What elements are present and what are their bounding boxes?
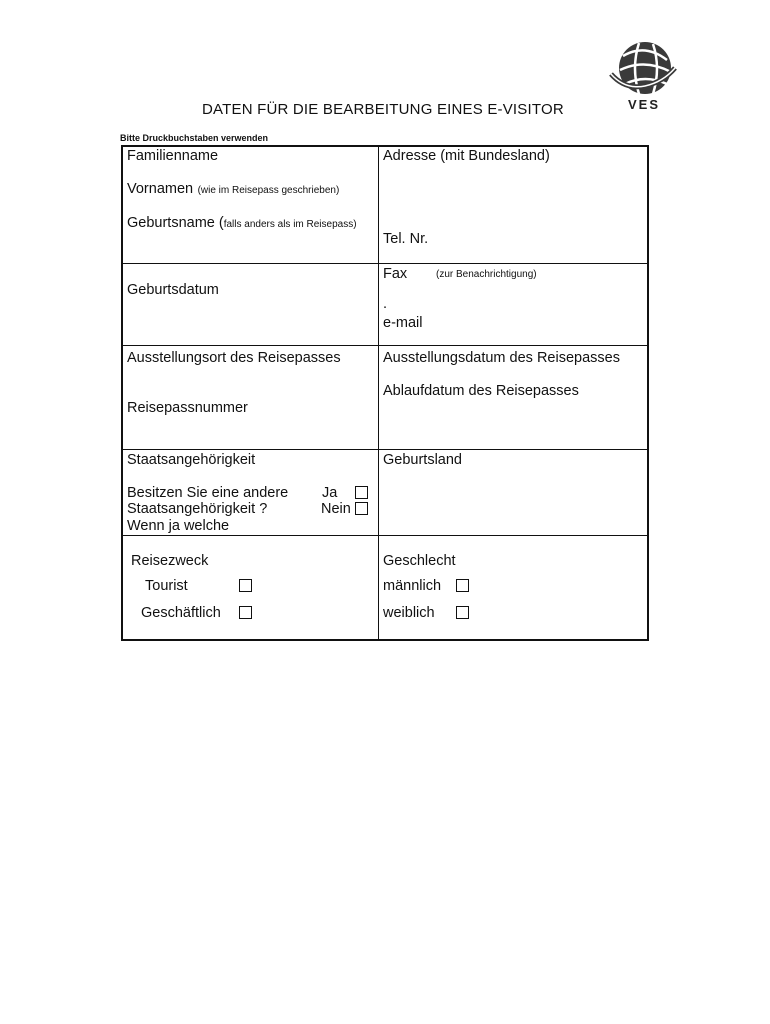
row-divider bbox=[121, 535, 649, 536]
weiblich-checkbox[interactable] bbox=[456, 606, 469, 619]
tel-label: Tel. Nr. bbox=[383, 231, 429, 247]
staatsangehoerigkeit-label: Staatsangehörigkeit bbox=[127, 452, 256, 468]
reisepassnummer-label: Reisepassnummer bbox=[127, 400, 248, 416]
adresse-label: Adresse (mit Bundesland) bbox=[383, 148, 550, 164]
geburtsname-label: Geburtsname ( bbox=[127, 215, 224, 231]
ja-checkbox[interactable] bbox=[355, 486, 368, 499]
fax-note: (zur Benachrichtigung) bbox=[436, 269, 537, 280]
geburtsname-note: falls anders als im Reisepass) bbox=[223, 219, 357, 230]
besitzen-question-line3: Wenn ja welche bbox=[127, 518, 230, 534]
ablaufdatum-label: Ablaufdatum des Reisepasses bbox=[383, 383, 579, 399]
row-divider bbox=[121, 345, 649, 346]
maennlich-label: männlich bbox=[383, 578, 442, 594]
maennlich-checkbox[interactable] bbox=[456, 579, 469, 592]
vornamen-note: (wie im Reisepass geschrieben) bbox=[197, 185, 340, 196]
ausstellungsdatum-label: Ausstellungsdatum des Reisepasses bbox=[383, 350, 620, 366]
geschlecht-label: Geschlecht bbox=[383, 553, 456, 569]
email-label: e-mail bbox=[383, 315, 423, 331]
row-divider bbox=[121, 263, 649, 264]
vornamen-label: Vornamen bbox=[127, 181, 194, 197]
geburtsdatum-label: Geburtsdatum bbox=[127, 282, 219, 298]
nein-checkbox[interactable] bbox=[355, 502, 368, 515]
ausstellungsort-label: Ausstellungsort des Reisepasses bbox=[127, 350, 341, 366]
familienname-label: Familienname bbox=[127, 148, 219, 164]
column-divider bbox=[378, 145, 379, 641]
tourist-checkbox[interactable] bbox=[239, 579, 252, 592]
instruction-text: Bitte Druckbuchstaben verwenden bbox=[120, 133, 269, 143]
nein-label: Nein bbox=[321, 501, 351, 517]
logo-text: VES bbox=[628, 97, 661, 112]
geburtsland-label: Geburtsland bbox=[383, 452, 462, 468]
fax-label: Fax bbox=[383, 266, 408, 282]
besitzen-question-line1: Besitzen Sie eine andere bbox=[127, 485, 289, 501]
dot-mark: . bbox=[383, 296, 388, 312]
geschaeftlich-label: Geschäftlich bbox=[141, 605, 221, 621]
geschaeftlich-checkbox[interactable] bbox=[239, 606, 252, 619]
tourist-label: Tourist bbox=[145, 578, 188, 594]
besitzen-question-line2: Staatsangehörigkeit ? bbox=[127, 501, 268, 517]
reisezweck-label: Reisezweck bbox=[131, 553, 209, 569]
weiblich-label: weiblich bbox=[383, 605, 435, 621]
row-divider bbox=[121, 449, 649, 450]
page-title: DATEN FÜR DIE BEARBEITUNG EINES E-VISITOR bbox=[202, 101, 564, 118]
ja-label: Ja bbox=[322, 485, 338, 501]
